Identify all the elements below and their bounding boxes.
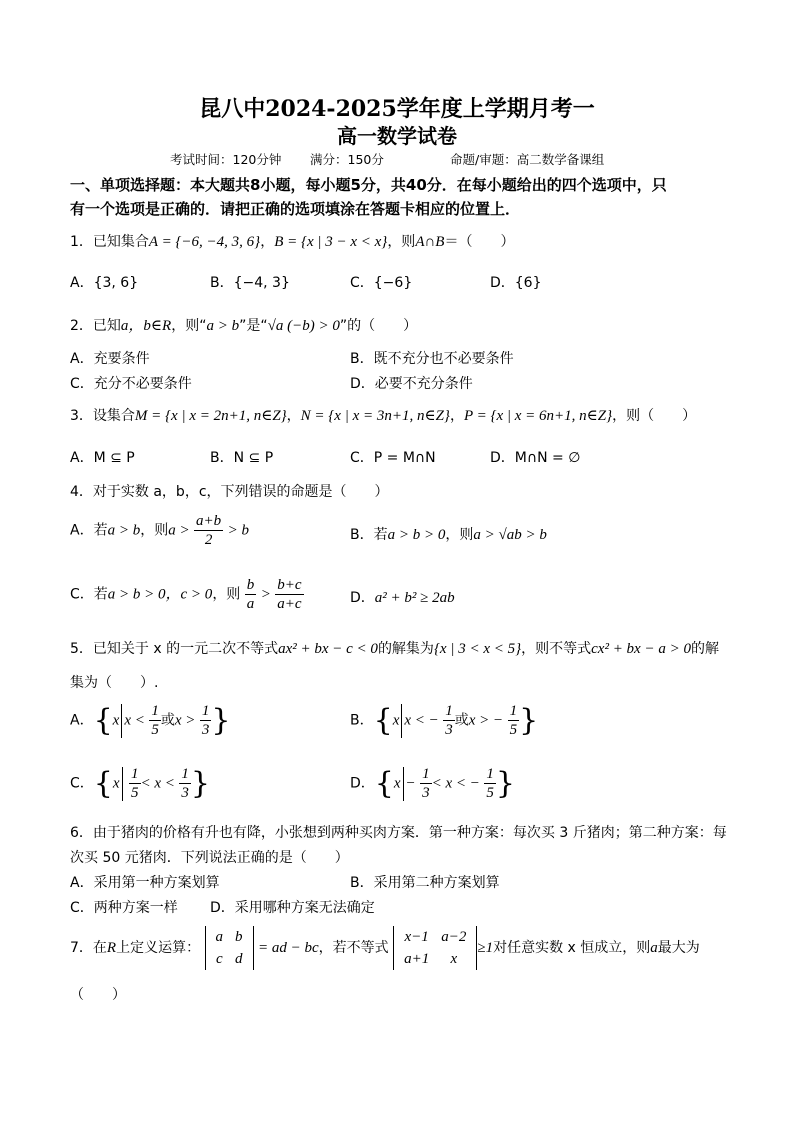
q4a-cond2a: a > bbox=[168, 522, 190, 539]
q2-cond2: √a (−b) > 0 bbox=[267, 318, 340, 334]
q1-text-a: 1．已知集合 bbox=[70, 234, 149, 250]
q5b-or: 或 bbox=[454, 712, 469, 729]
q4a-cond1: a > b bbox=[107, 522, 141, 539]
q5d-n2: 1 bbox=[486, 766, 494, 782]
q5a-n2: 1 bbox=[201, 703, 210, 719]
q1-text-b: ，则 bbox=[387, 234, 416, 250]
q5d-d1: 3 bbox=[422, 785, 430, 801]
exam-time: 考试时间：120分钟 bbox=[170, 152, 282, 167]
q7-a: a bbox=[650, 940, 658, 956]
q4c-fraction2 bbox=[275, 576, 303, 613]
q5-option-b[interactable] bbox=[350, 702, 538, 739]
q5b-bar bbox=[401, 704, 402, 738]
q5a-bar bbox=[121, 704, 122, 738]
q5-ineq2: cx² + bx − a > 0 bbox=[591, 641, 691, 657]
q5a-label: A． bbox=[70, 712, 94, 729]
q5a-or: 或 bbox=[160, 712, 175, 729]
q5d-rbrace: } bbox=[495, 766, 515, 801]
q4a-num: a+b bbox=[196, 513, 222, 529]
q1-set-b: B = {x | 3 − x < x} bbox=[274, 234, 388, 250]
q4-option-c[interactable] bbox=[70, 576, 304, 613]
q6-stem-line2: 次买 50 元猪肉．下列说法正确的是（ ） bbox=[70, 850, 349, 866]
q1-comma: ， bbox=[260, 234, 275, 250]
q7-det2-b: a−2 bbox=[441, 929, 467, 945]
q7-text-d: 对任意实数 x 恒成立，则 bbox=[493, 940, 651, 956]
q4a-fraction bbox=[194, 512, 223, 549]
q5a-rbrace: } bbox=[211, 703, 231, 738]
q7-det1-c: c bbox=[215, 951, 223, 967]
q3-text-a: 3．设集合 bbox=[70, 408, 135, 424]
q5a-d1: 5 bbox=[151, 722, 159, 738]
q7-det2-a: x−1 bbox=[404, 929, 429, 945]
q1-set-a: A = {−6, −4, 3, 6} bbox=[148, 234, 261, 250]
q3-option-c[interactable]: C．P = M∩N bbox=[350, 450, 436, 466]
q7-stem-line2: （ ） bbox=[70, 987, 126, 1003]
q3-sep2: ， bbox=[449, 408, 464, 424]
q5c-frac2 bbox=[179, 765, 191, 802]
q1-option-c[interactable]: C．{−6} bbox=[350, 275, 413, 291]
q3-option-d[interactable]: D．M∩N = ∅ bbox=[490, 450, 581, 466]
q2-option-a[interactable]: A．充要条件 bbox=[70, 351, 150, 367]
q5c-n1: 1 bbox=[131, 766, 139, 782]
q7-text-b: 上定义运算： bbox=[116, 940, 201, 956]
q4a-then: ，则 bbox=[140, 522, 169, 539]
q5a-n1: 1 bbox=[151, 703, 159, 719]
q4b-cond2: a > √ab > b bbox=[473, 527, 547, 543]
q5d-x: x bbox=[393, 775, 401, 792]
q2-option-d[interactable]: D．必要不充分条件 bbox=[350, 376, 473, 392]
q2-text-b: ，则“ bbox=[171, 318, 207, 334]
q5c-d2: 3 bbox=[181, 785, 189, 801]
exam-author: 命题/审题：高二数学备课组 bbox=[450, 152, 605, 167]
q7-det1-a: a bbox=[215, 929, 224, 945]
q5-ineq1: ax² + bx − c < 0 bbox=[278, 641, 378, 657]
q1-option-b[interactable]: B．{−4, 3} bbox=[210, 275, 290, 291]
q3-option-a[interactable]: A．M ⊆ P bbox=[70, 450, 135, 466]
q1-expr: A∩B bbox=[415, 234, 445, 250]
q6-option-b[interactable]: B．采用第二种方案划算 bbox=[350, 875, 500, 891]
q4-stem: 4．对于实数 a，b，c，下列错误的命题是（ ） bbox=[70, 484, 389, 500]
q4c-gt: > bbox=[260, 586, 271, 603]
q7-det2-c: a+1 bbox=[404, 951, 430, 967]
q4b-then: ，则 bbox=[445, 527, 474, 543]
q2-cond1: a > b bbox=[206, 318, 240, 334]
q5b-x: x bbox=[392, 712, 400, 729]
q7-det2-d: x bbox=[450, 951, 458, 967]
q5b-label: B． bbox=[350, 712, 374, 729]
q4a-den: 2 bbox=[204, 532, 213, 548]
q6-stem-line1: 6．由于猪肉的价格有升也有降，小张想到两种买肉方案．第一种方案：每次买 3 斤猪肉；第二种方案：每 bbox=[70, 825, 727, 841]
q7-det1-d: d bbox=[235, 951, 243, 967]
q5-text-d: 的解 bbox=[690, 641, 719, 657]
q5c-rbrace: } bbox=[190, 766, 210, 801]
q5d-frac1 bbox=[420, 765, 432, 802]
q5-text-a: 5．已知关于 x 的一元二次不等式 bbox=[70, 641, 279, 657]
q5a-x: x bbox=[112, 712, 120, 729]
q4c-label: C．若 bbox=[70, 586, 108, 603]
q2-text-c: ”是“ bbox=[239, 318, 268, 334]
q4-option-a[interactable] bbox=[70, 512, 249, 549]
q3-text-b: ，则（ ） bbox=[612, 408, 697, 424]
q5d-n1: 1 bbox=[422, 766, 430, 782]
q5-text-b: 的解集为 bbox=[377, 641, 434, 657]
q2-stem bbox=[70, 314, 417, 335]
q5d-lbrace: { bbox=[374, 766, 394, 801]
q5a-gt: x > bbox=[174, 712, 196, 729]
q4c-den1: a bbox=[246, 596, 255, 612]
q5a-d2: 3 bbox=[201, 722, 210, 738]
q5b-lbrace: { bbox=[373, 703, 393, 738]
q3-sep1: ， bbox=[286, 408, 301, 424]
q1-option-a[interactable]: A．{3, 6} bbox=[70, 275, 139, 291]
q1-stem bbox=[70, 231, 514, 251]
q7-determinant2 bbox=[393, 926, 477, 970]
q5b-n1: 1 bbox=[445, 703, 453, 719]
q7-text-c: ，若不等式 bbox=[318, 940, 389, 956]
q7-stem bbox=[70, 926, 700, 970]
q5d-frac2 bbox=[484, 765, 496, 802]
q5d-label: D． bbox=[350, 775, 375, 792]
q1-text-c: ＝（ ） bbox=[444, 234, 515, 250]
exam-score: 满分：150分 bbox=[310, 152, 384, 167]
q3-stem bbox=[70, 405, 696, 425]
exam-title: 昆八中2024-2025学年度上学期月考一 bbox=[199, 96, 595, 122]
q4-option-b[interactable] bbox=[350, 524, 547, 544]
q5-stem bbox=[70, 638, 719, 658]
q7-ge: ≥1 bbox=[477, 940, 494, 956]
q6-option-a[interactable]: A．采用第一种方案划算 bbox=[70, 875, 220, 891]
q5c-lbrace: { bbox=[93, 766, 113, 801]
q5d-mid: < x < − bbox=[431, 775, 480, 792]
q4a-cond2b: > b bbox=[227, 522, 249, 539]
q7-r: R bbox=[106, 940, 117, 956]
q4d-cond: a² + b² ≥ 2ab bbox=[374, 590, 455, 606]
q4a-label: A．若 bbox=[70, 522, 108, 539]
q3-set-m: M = {x | x = 2n+1, n∈Z} bbox=[134, 408, 287, 424]
q4c-num1: b bbox=[246, 577, 255, 593]
q6-option-c[interactable]: C．两种方案一样 bbox=[70, 900, 178, 916]
q4c-then: ，则 bbox=[212, 586, 241, 603]
q5b-frac1 bbox=[443, 702, 455, 739]
q5d-d2: 5 bbox=[486, 785, 494, 801]
section1-line2: 有一个选项是正确的．请把正确的选项填涂在答题卡相应的位置上． bbox=[70, 200, 521, 218]
q5-solution: {x | 3 < x < 5} bbox=[433, 641, 522, 657]
q5-text-c: ，则不等式 bbox=[521, 641, 592, 657]
q5c-x: x bbox=[112, 775, 120, 792]
q3-option-b[interactable]: B．N ⊆ P bbox=[210, 450, 274, 466]
section1-line1: 一、单项选择题：本大题共8小题，每小题5分，共40分．在每小题给出的四个选项中，只 bbox=[70, 176, 667, 194]
q2-text-d: ”的（ ） bbox=[339, 318, 418, 334]
q2-vars: a，b∈R bbox=[120, 318, 172, 334]
q5b-frac2 bbox=[508, 702, 520, 739]
q3-set-p: P = {x | x = 6n+1, n∈Z} bbox=[463, 408, 613, 424]
q5d-bar bbox=[403, 767, 404, 801]
q5a-lt: x < bbox=[124, 712, 145, 729]
q5b-gt: x > − bbox=[468, 712, 504, 729]
q7-text-e: 最大为 bbox=[657, 940, 700, 956]
q4b-cond1: a > b > 0 bbox=[387, 527, 446, 543]
q5b-d2: 5 bbox=[509, 722, 518, 738]
q4d-label: D． bbox=[350, 590, 375, 606]
q2-option-c[interactable]: C．充分不必要条件 bbox=[70, 376, 192, 392]
q7-eq: = ad − bc bbox=[258, 940, 319, 956]
q2-option-b[interactable]: B．既不充分也不必要条件 bbox=[350, 351, 514, 367]
q7-det1-b: b bbox=[235, 929, 243, 945]
q5c-d1: 5 bbox=[131, 785, 139, 801]
q5b-n2: 1 bbox=[509, 703, 518, 719]
q5c-frac1 bbox=[129, 765, 141, 802]
q4c-fraction1 bbox=[245, 576, 257, 613]
q5b-rbrace: } bbox=[519, 703, 539, 738]
q2-text-a: 2．已知 bbox=[70, 318, 121, 334]
q5a-frac1 bbox=[149, 702, 161, 739]
q7-determinant1 bbox=[205, 926, 254, 970]
q5b-d1: 3 bbox=[445, 722, 453, 738]
q7-text-a: 7．在 bbox=[70, 940, 107, 956]
q5a-lbrace: { bbox=[93, 703, 113, 738]
q4c-cond1: a > b > 0，c > 0 bbox=[107, 586, 213, 603]
exam-subtitle: 高一数学试卷 bbox=[337, 124, 457, 148]
q1-option-d[interactable]: D．{6} bbox=[490, 275, 542, 291]
q4-option-d[interactable] bbox=[350, 587, 455, 607]
q6-option-d[interactable]: D．采用哪种方案无法确定 bbox=[210, 900, 375, 916]
q5c-mid: < x < bbox=[140, 775, 175, 792]
q5d-minus: − bbox=[405, 775, 416, 792]
q3-set-n: N = {x | x = 3n+1, n∈Z} bbox=[300, 408, 450, 424]
q5c-label: C． bbox=[70, 775, 94, 792]
q5-option-c[interactable] bbox=[70, 765, 210, 802]
q4b-label: B．若 bbox=[350, 527, 388, 543]
q5-option-d[interactable] bbox=[350, 765, 515, 802]
q5b-lt: x < − bbox=[404, 712, 439, 729]
q4c-num2: b+c bbox=[277, 577, 302, 593]
q5-option-a[interactable] bbox=[70, 702, 230, 739]
q5c-bar bbox=[122, 767, 123, 801]
q5c-n2: 1 bbox=[181, 766, 189, 782]
q5-stem-line2: 集为（ ）. bbox=[70, 675, 159, 691]
q4c-den2: a+c bbox=[277, 596, 302, 612]
q5a-frac2 bbox=[200, 702, 212, 739]
